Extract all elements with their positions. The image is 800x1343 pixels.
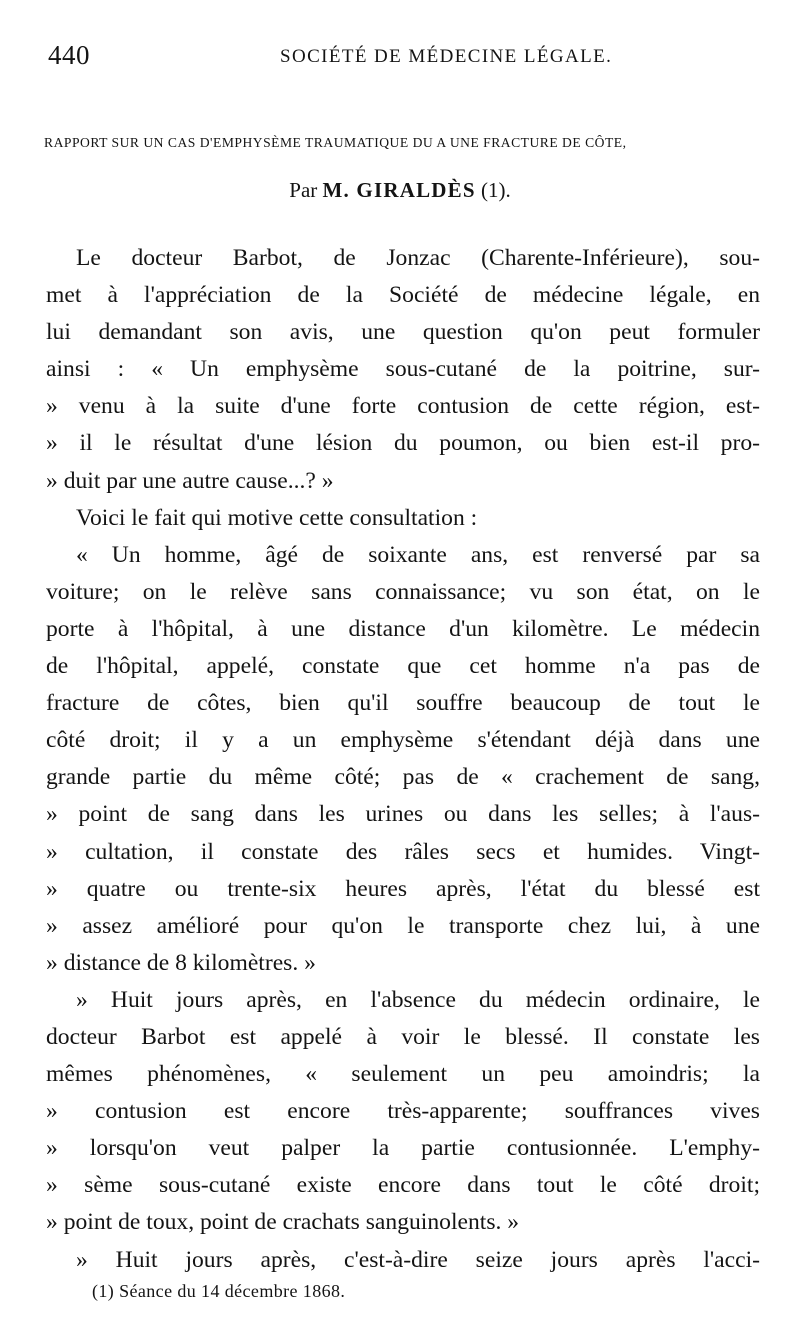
article-title: RAPPORT SUR UN CAS D'EMPHYSÈME TRAUMATIQUE DU A UNE FRACTURE DE CÔTE, [44,135,627,150]
text-line: grande partie du même côté; pas de « crachement de sang, [46,764,760,791]
text-line: côté droit; il y a un emphysème s'étendant déjà dans une [46,727,760,754]
byline-prefix: Par [289,178,318,202]
footnote: (1) Séance du 14 décembre 1868. [92,1281,346,1301]
text-line: » point de sang dans les urines ou dans les selles; à l'aus- [46,801,760,828]
author-name: M. GIRALDÈS [322,178,476,202]
page-header [48,40,768,74]
text-line: » Huit jours après, c'est-à-dire seize jours après l'acci- [76,1246,760,1273]
text-line: » point de toux, point de crachats sanguinolents. » [46,1209,520,1236]
text-line: » il le résultat d'une lésion du poumon, ou bien est-il pro- [46,430,760,457]
body-text [46,240,760,1279]
text-line: » lorsqu'on veut palper la partie contusionnée. L'emphy- [46,1135,760,1162]
byline [0,178,800,203]
text-line: porte à l'hôpital, à une distance d'un kilomètre. Le médecin [46,615,760,642]
page-number: 440 [48,40,90,70]
text-line: » contusion est encore très-apparente; souffrances vives [46,1098,760,1125]
text-line: » distance de 8 kilomètres. » [46,949,316,976]
text-line: » assez amélioré pour qu'on le transporte chez lui, à une [46,912,760,939]
text-line: voiture; on le relève sans connaissance; vu son état, on le [46,578,760,605]
text-line: » sème sous-cutané existe encore dans tout le côté droit; [46,1172,760,1199]
text-line: » duit par une autre cause...? » [46,467,334,494]
text-line: » cultation, il constate des râles secs et humides. Vingt- [46,838,760,865]
text-line: fracture de côtes, bien qu'il souffre beaucoup de tout le [46,690,760,717]
text-line: Voici le fait qui motive cette consultation : [76,504,478,531]
text-line: docteur Barbot est appelé à voir le blessé. Il constate les [46,1023,760,1050]
text-line: Le docteur Barbot, de Jonzac (Charente-Inférieure), sou- [76,245,760,271]
running-title: SOCIÉTÉ DE MÉDECINE LÉGALE. [280,46,613,67]
text-line: » Huit jours après, en l'absence du médecin ordinaire, le [76,986,760,1013]
text-line: met à l'appréciation de la Société de médecine légale, en [46,282,760,309]
text-line: » venu à la suite d'une forte contusion de cette région, est- [46,393,760,420]
text-line: lui demandant son avis, une question qu'on peut formuler [46,319,760,346]
text-line: » quatre ou trente-six heures après, l'état du blessé est [46,875,760,902]
text-line: ainsi : « Un emphysème sous-cutané de la poitrine, sur- [46,356,760,383]
text-line: mêmes phénomènes, « seulement un peu amoindris; la [46,1061,760,1088]
text-line: « Un homme, âgé de soixante ans, est renversé par sa [76,541,760,568]
footnote-reference: (1). [480,178,511,202]
text-line: de l'hôpital, appelé, constate que cet homme n'a pas de [46,653,760,680]
